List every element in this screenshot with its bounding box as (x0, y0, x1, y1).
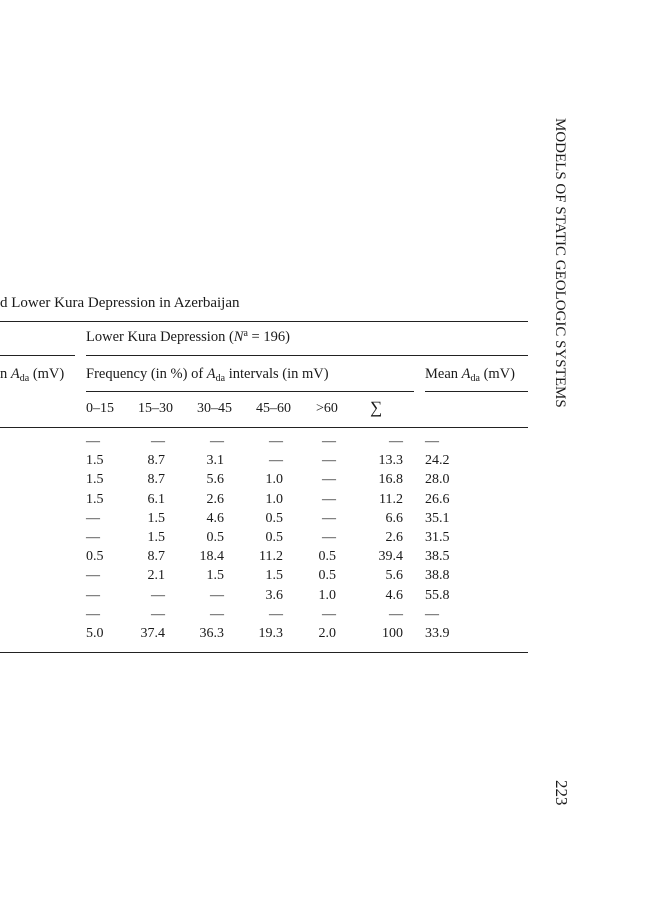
table-cell: 1.0 (265, 492, 283, 507)
interval-header-30-45: 30–45 (197, 401, 232, 416)
table-cell: — (389, 434, 403, 449)
interval-header-gt-60: >60 (316, 401, 338, 416)
interval-header-sum: ∑ (370, 398, 383, 417)
table-cell: 1.5 (265, 568, 283, 583)
table-cell: 38.5 (425, 549, 450, 564)
group-header-variable: N (233, 329, 244, 345)
table-cell: 11.2 (259, 549, 283, 564)
frequency-variable: A (206, 366, 216, 382)
table-cell: 33.9 (425, 626, 450, 641)
table-cell: — (389, 607, 403, 622)
table-cell: — (322, 472, 336, 487)
table-cell: 11.2 (379, 492, 403, 507)
table-cell: — (322, 453, 336, 468)
left-group-rule (0, 355, 75, 356)
table-cell: 1.5 (86, 472, 104, 487)
left-mean-header (0, 366, 64, 383)
mean-variable: A (461, 366, 471, 382)
table-cell: 6.6 (385, 511, 403, 526)
table-cell: 24.2 (425, 453, 450, 468)
frequency-suffix: intervals (in mV) (225, 366, 329, 382)
table-cell: — (151, 434, 165, 449)
table-cell: — (210, 434, 224, 449)
table-cell: 1.0 (265, 472, 283, 487)
mean-prefix: Mean (425, 366, 462, 382)
table-cell: 1.5 (86, 453, 104, 468)
table-cell: 4.6 (385, 588, 403, 603)
table-cell: 13.3 (378, 453, 403, 468)
table-cell: 0.5 (265, 511, 283, 526)
table-cell: 37.4 (140, 626, 165, 641)
table-cell: 35.1 (425, 511, 450, 526)
table-top-rule (0, 321, 528, 322)
table-cell: 0.5 (265, 530, 283, 545)
running-head: MODELS OF STATIC GEOLOGIC SYSTEMS (552, 118, 568, 408)
left-mean-subscript: da (19, 373, 30, 384)
table-cell: 16.8 (378, 472, 403, 487)
table-cell: 31.5 (425, 530, 450, 545)
frequency-rule (86, 391, 414, 392)
frequency-prefix: Frequency (in %) of (86, 366, 207, 382)
table-cell: 3.1 (206, 453, 224, 468)
table-cell: 8.7 (147, 472, 165, 487)
table-cell: 26.6 (425, 492, 450, 507)
table-cell: — (151, 588, 165, 603)
header-bottom-rule (0, 427, 528, 428)
table-cell: 1.5 (147, 530, 165, 545)
table-cell: 0.5 (206, 530, 224, 545)
table-cell: 1.0 (318, 588, 336, 603)
table-cell: 55.8 (425, 588, 450, 603)
table-cell: 1.5 (206, 568, 224, 583)
left-mean-suffix: (mV) (29, 366, 65, 382)
table-cell: 5.0 (86, 626, 104, 641)
left-mean-prefix: n (0, 366, 11, 382)
left-mean-variable: A (10, 366, 20, 382)
table-cell: 100 (382, 626, 403, 641)
lower-kura-group-header (86, 329, 290, 346)
table-cell: 28.0 (425, 472, 450, 487)
table-cell: — (86, 511, 100, 526)
table-cell: — (322, 511, 336, 526)
interval-header-0-15: 0–15 (86, 401, 114, 416)
table-cell: — (210, 588, 224, 603)
table-cell: — (322, 607, 336, 622)
mean-header (425, 366, 515, 383)
table-cell: 2.0 (318, 626, 336, 641)
mean-rule (425, 391, 528, 392)
frequency-header (86, 366, 329, 383)
table-cell: — (269, 607, 283, 622)
table-cell: 6.1 (147, 492, 165, 507)
table-cell: 36.3 (199, 626, 224, 641)
mean-subscript: da (470, 373, 480, 384)
table-cell: 5.6 (385, 568, 403, 583)
table-cell: — (86, 434, 100, 449)
table-cell: 39.4 (378, 549, 403, 564)
table-cell: 4.6 (206, 511, 224, 526)
group-header-superscript: a (243, 328, 248, 339)
table-cell: 1.5 (147, 511, 165, 526)
table-cell: — (269, 453, 283, 468)
table-cell: 2.6 (385, 530, 403, 545)
table-cell: — (322, 492, 336, 507)
page-number: 223 (552, 780, 571, 806)
table-cell: 0.5 (86, 549, 104, 564)
table-cell: 8.7 (147, 453, 165, 468)
table-cell: — (269, 434, 283, 449)
interval-header-45-60: 45–60 (256, 401, 291, 416)
group-header-prefix: Lower Kura Depression ( (86, 329, 234, 345)
table-cell: 3.6 (265, 588, 283, 603)
table-cell: 1.5 (86, 492, 104, 507)
table-cell: — (322, 530, 336, 545)
table-bottom-rule (0, 652, 528, 653)
table-cell: — (86, 607, 100, 622)
table-cell: — (86, 568, 100, 583)
table-cell: 19.3 (258, 626, 283, 641)
table-cell: — (425, 434, 439, 449)
table-cell: — (210, 607, 224, 622)
table-caption: d Lower Kura Depression in Azerbaijan (0, 295, 240, 311)
lower-kura-group-rule (86, 355, 528, 356)
mean-suffix: (mV) (479, 366, 515, 382)
table-cell: 5.6 (206, 472, 224, 487)
interval-header-15-30: 15–30 (138, 401, 173, 416)
table-cell: 0.5 (318, 549, 336, 564)
table-cell: 18.4 (199, 549, 224, 564)
table-cell: 2.1 (147, 568, 165, 583)
table-cell: — (151, 607, 165, 622)
table-cell: 2.6 (206, 492, 224, 507)
frequency-subscript: da (215, 373, 226, 384)
table-cell: — (86, 588, 100, 603)
group-header-suffix: = 196) (247, 329, 290, 345)
table-cell: — (425, 607, 439, 622)
table-cell: — (86, 530, 100, 545)
table-cell: 38.8 (425, 568, 450, 583)
table-cell: 8.7 (147, 549, 165, 564)
table-cell: — (322, 434, 336, 449)
table-cell: 0.5 (318, 568, 336, 583)
